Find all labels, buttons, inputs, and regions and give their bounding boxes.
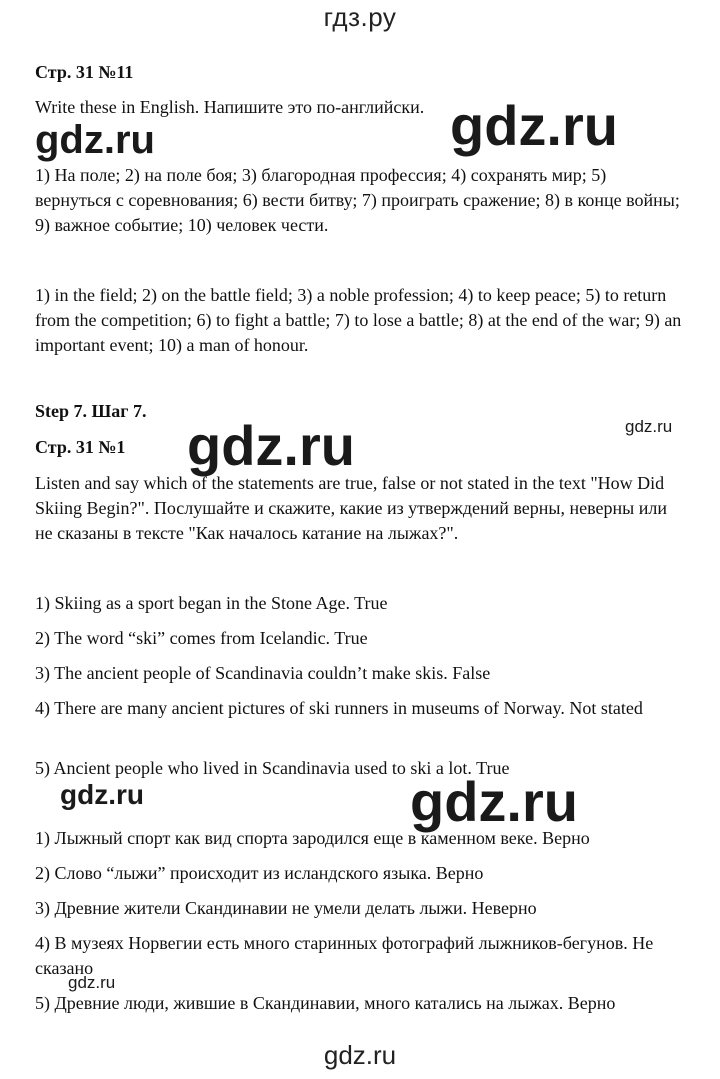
english-answer-4: 4) There are many ancient pictures of ski runners in museums of Norway. Not stated (35, 698, 643, 718)
english-translation: 1) in the field; 2) on the battle field; 3) a noble profession; 4) to keep peace; 5) to return from the competition; 6) to fight a battle; 7) to lose a battle; 8) at the end of the war; 9) an important event; 10) a man of honour. (35, 285, 682, 355)
russian-answer-5: 5) Древние люди, жившие в Скандинавии, много катались на лыжах. Верно (35, 993, 616, 1013)
watermark: gdz.ru (68, 973, 116, 992)
english-answer-3: 3) The ancient people of Scandinavia couldn’t make skis. False (35, 663, 491, 683)
russian-answer-2: 2) Слово “лыжи” происходит из исландского языка. Верно (35, 863, 484, 883)
site-footer: gdz.ru (323, 1040, 397, 1070)
english-answer-1: 1) Skiing as a sport began in the Stone Age. True (35, 593, 388, 613)
watermark: gdz.ru (450, 94, 618, 157)
english-answer-2: 2) The word “ski” comes from Icelandic. True (35, 628, 368, 648)
watermark: gdz.ru (35, 118, 155, 162)
exercise-instruction-11: Write these in English. Напишите это по-английски. (35, 97, 425, 117)
site-header: гдз.ру (323, 2, 397, 32)
watermark: gdz.ru (187, 414, 355, 477)
exercise-heading-11: Стр. 31 №11 (35, 62, 134, 82)
watermark: gdz.ru (625, 417, 673, 436)
russian-answer-1: 1) Лыжный спорт как вид спорта зародился еще в каменном веке. Верно (35, 828, 590, 848)
english-answer-5: 5) Ancient people who lived in Scandinavia used to ski a lot. True (35, 758, 510, 778)
watermark: gdz.ru (410, 770, 578, 833)
exercise-heading-1: Стр. 31 №1 (35, 437, 126, 457)
russian-answer-4: 4) В музеях Норвегии есть много старинных фотографий лыжников-бегунов. Не сказано (35, 933, 654, 978)
step-heading: Step 7. Шаг 7. (35, 401, 147, 421)
russian-answer-3: 3) Древние жители Скандинавии не умели делать лыжи. Неверно (35, 898, 537, 918)
watermark: gdz.ru (60, 779, 144, 810)
russian-phrases: 1) На поле; 2) на поле боя; 3) благородная профессия; 4) сохранять мир; 5) вернуться с соревнования; 6) вести битву; 7) проиграть сражение; 8) в конце войны; 9) важное событие; 10) человек чести. (35, 165, 680, 235)
exercise-instruction-1: Listen and say which of the statements are true, false or not stated in the text "How Did Skiing Begin?". Послушайте и скажите, какие из утверждений верны, неверны или не сказаны в тексте "Как началось катание на лыжах?". (35, 473, 668, 543)
